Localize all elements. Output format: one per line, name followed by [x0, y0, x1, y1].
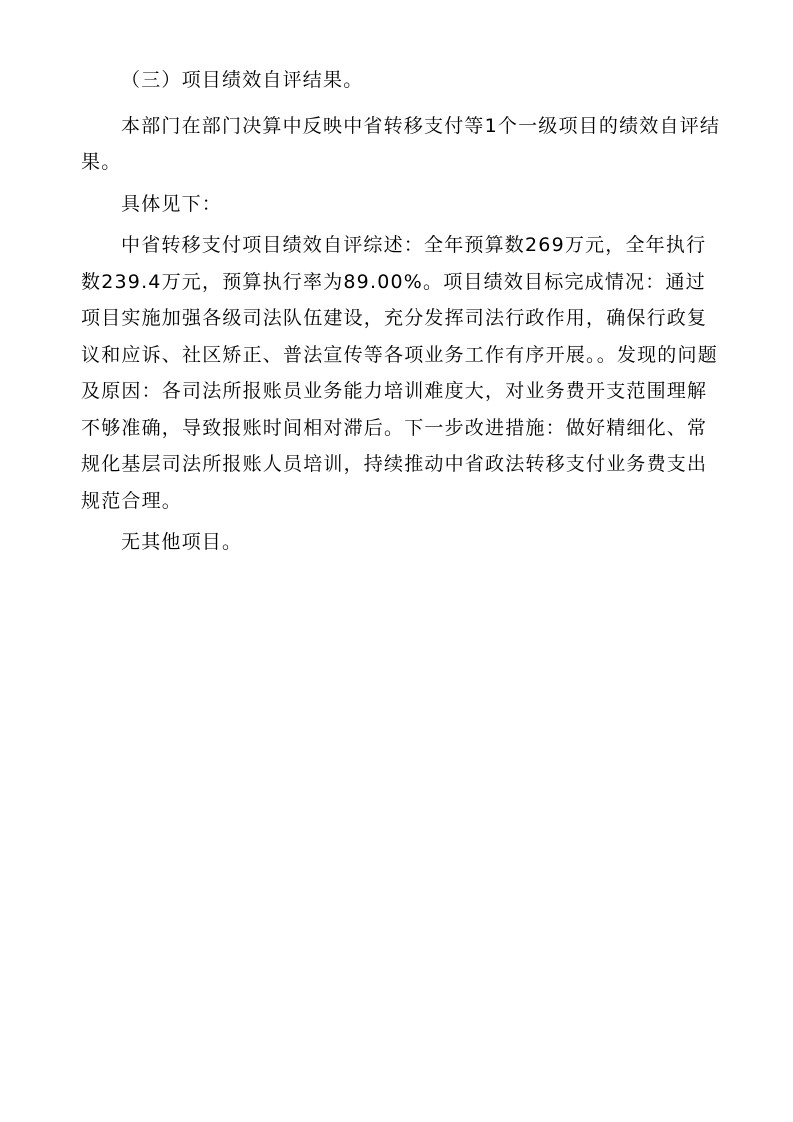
section-heading: （三）项目绩效自评结果。	[121, 69, 364, 91]
paragraph-project-summary: 中省转移支付项目绩效自评综述：全年预算数269万元，全年执行数239.4万元，预算执行率为89.00%。项目绩效目标完成情况：通过项目实施加强各级司法队伍建设，充分发挥司法行政作用，确保行政复议和应诉、社区矫正、普法宣传等各项业务工作有序开展。。发现的问题及原因：各司法所报账员业务能力培训难度大，对业务费开支范围理解不够准确，导致报账时间相对滞后。下一步改进措施：做好精细化、常规化基层司法所报账人员培训，持续推动中省政法转移支付业务费支出规范合理。	[81, 234, 718, 512]
paragraph-no-other-projects: 无其他项目。	[121, 531, 243, 553]
document-body	[81, 62, 721, 566]
paragraph-see-below: 具体见下：	[121, 192, 223, 215]
paragraph-intro: 本部门在部门决算中反映中省转移支付等1个一级项目的绩效自评结果。	[81, 114, 721, 173]
